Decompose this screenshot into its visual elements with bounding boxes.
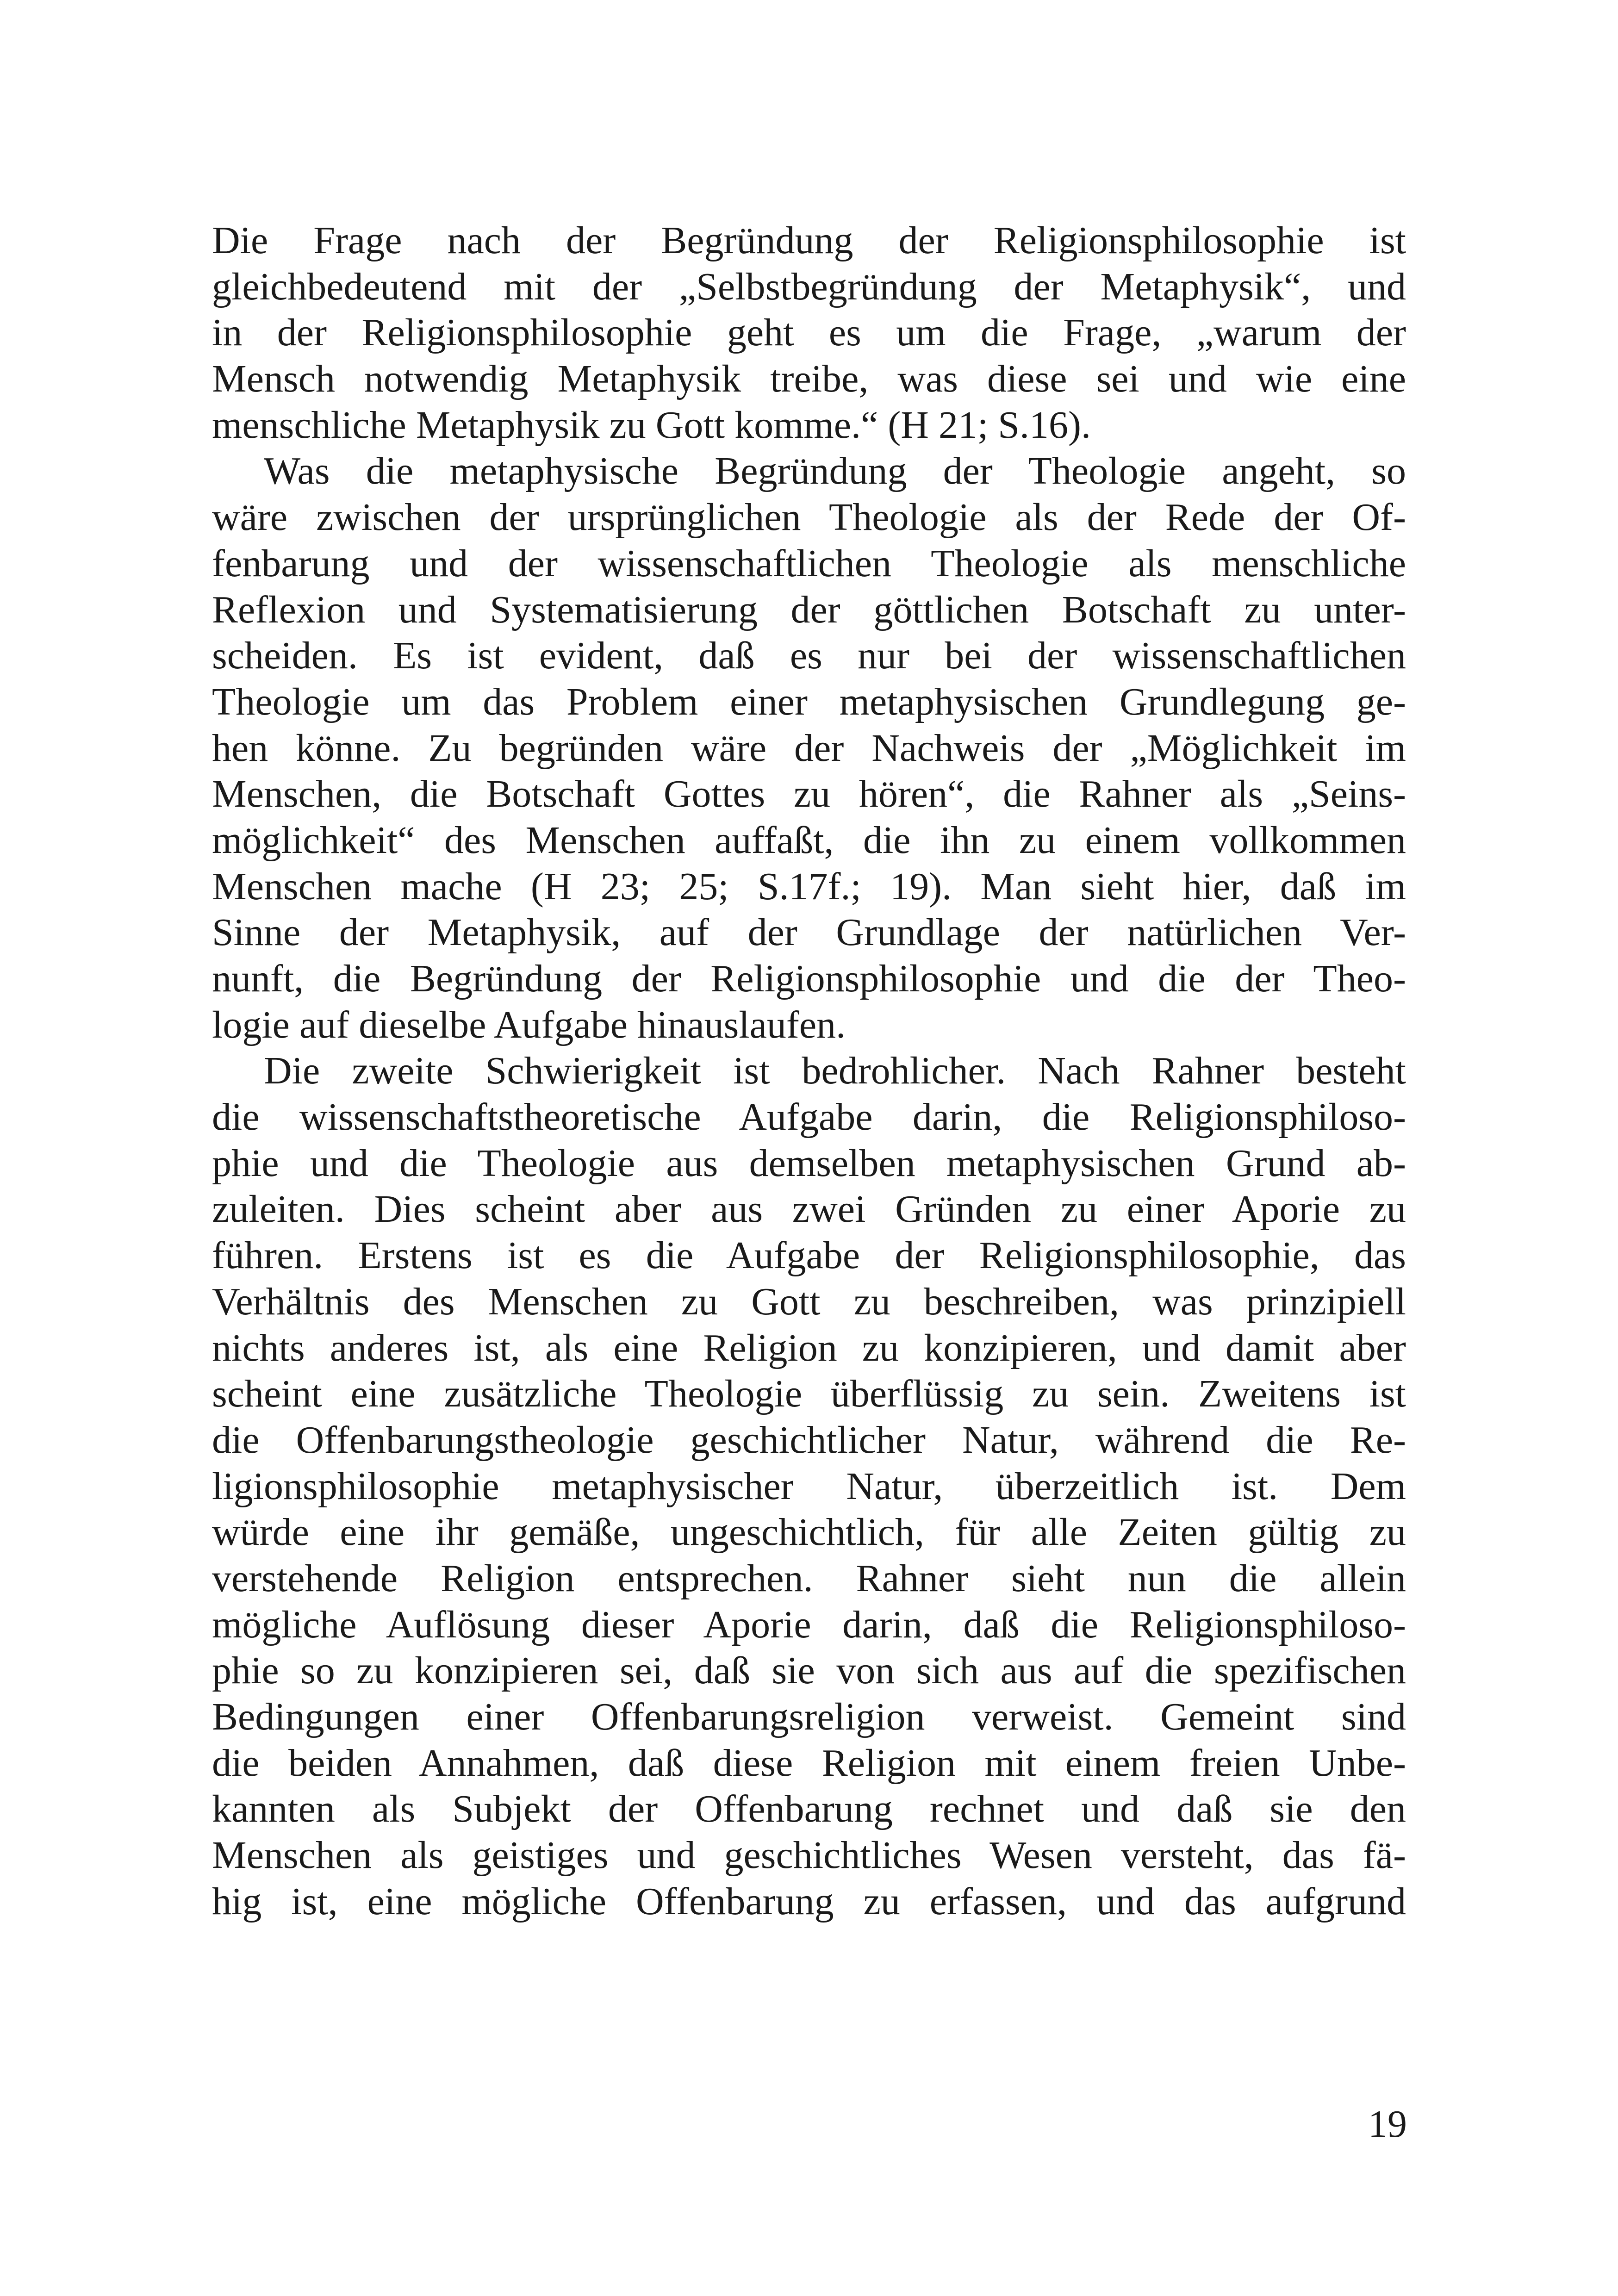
text-line: Menschen als geistiges und geschichtliches Wesen versteht, das fä- [212,1834,1406,1877]
text-line: Die zweite Schwierigkeit ist bedrohlicher. Nach Rahner besteht [264,1049,1406,1093]
text-line: würde eine ihr gemäße, ungeschichtlich, für alle Zeiten gültig zu [212,1511,1406,1554]
text-line: phie so zu konzipieren sei, daß sie von sich aus auf die spezifischen [212,1649,1406,1692]
text-line: die beiden Annahmen, daß diese Religion mit einem freien Unbe- [212,1741,1406,1785]
text-line: Die Frage nach der Begründung der Religionsphilosophie ist [212,219,1406,262]
text-line: nunft, die Begründung der Religionsphilosophie und die der Theo- [212,957,1406,1000]
text-line: Menschen mache (H 23; 25; S.17f.; 19). Man sieht hier, daß im [212,865,1406,908]
page-number: 19 [1368,2103,1407,2146]
text-line: gleichbedeutend mit der „Selbstbegründung der Metaphysik“, und [212,265,1406,308]
text-line: scheiden. Es ist evident, daß es nur bei der wissenschaftlichen [212,634,1406,678]
text-line: Theologie um das Problem einer metaphysischen Grundlegung ge- [212,680,1406,723]
text-line: Bedingungen einer Offenbarungsreligion verweist. Gemeint sind [212,1695,1406,1738]
text-line: Reflexion und Systematisierung der göttlichen Botschaft zu unter- [212,588,1406,631]
text-line: die Offenbarungstheologie geschichtlicher Natur, während die Re- [212,1418,1406,1462]
text-line: Mensch notwendig Metaphysik treibe, was diese sei und wie eine [212,357,1406,401]
text-line: Menschen, die Botschaft Gottes zu hören“, die Rahner als „Seins- [212,772,1406,816]
text-line: scheint eine zusätzliche Theologie überflüssig zu sein. Zweitens ist [212,1372,1406,1416]
text-line: die wissenschaftstheoretische Aufgabe darin, die Religionsphiloso- [212,1095,1406,1139]
text-line: phie und die Theologie aus demselben metaphysischen Grund ab- [212,1141,1406,1185]
text-line: fenbarung und der wissenschaftlichen Theologie als menschliche [212,541,1406,585]
text-line: möglichkeit“ des Menschen auffaßt, die ihn zu einem vollkommen [212,818,1406,862]
text-line: hen könne. Zu begründen wäre der Nachweis der „Möglichkeit im [212,726,1406,770]
text-line: hig ist, eine mögliche Offenbarung zu erfassen, und das aufgrund [212,1879,1406,1923]
text-line: Verhältnis des Menschen zu Gott zu beschreiben, was prinzipiell [212,1280,1406,1323]
text-line: führen. Erstens ist es die Aufgabe der Religionsphilosophie, das [212,1234,1406,1277]
text-line: zuleiten. Dies scheint aber aus zwei Gründen zu einer Aporie zu [212,1188,1406,1231]
text-line: logie auf dieselbe Aufgabe hinauslaufen. [212,1003,846,1046]
text-line: wäre zwischen der ursprünglichen Theologie als der Rede der Of- [212,496,1406,539]
body-text [212,218,1406,1924]
text-line: kannten als Subjekt der Offenbarung rechnet und daß sie den [212,1787,1406,1831]
text-line: menschliche Metaphysik zu Gott komme.“ (H 21; S.16). [212,403,1091,447]
text-line: verstehende Religion entsprechen. Rahner sieht nun die allein [212,1556,1406,1600]
text-line: nichts anderes ist, als eine Religion zu konzipieren, und damit aber [212,1326,1406,1369]
text-line: Sinne der Metaphysik, auf der Grundlage der natürlichen Ver- [212,911,1406,954]
text-line: mögliche Auflösung dieser Aporie darin, daß die Religionsphiloso- [212,1603,1406,1646]
text-line: in der Religionsphilosophie geht es um die Frage, „warum der [212,311,1406,355]
text-line: Was die metaphysische Begründung der Theologie angeht, so [264,449,1406,493]
text-line: ligionsphilosophie metaphysischer Natur, überzeitlich ist. Dem [212,1464,1406,1508]
